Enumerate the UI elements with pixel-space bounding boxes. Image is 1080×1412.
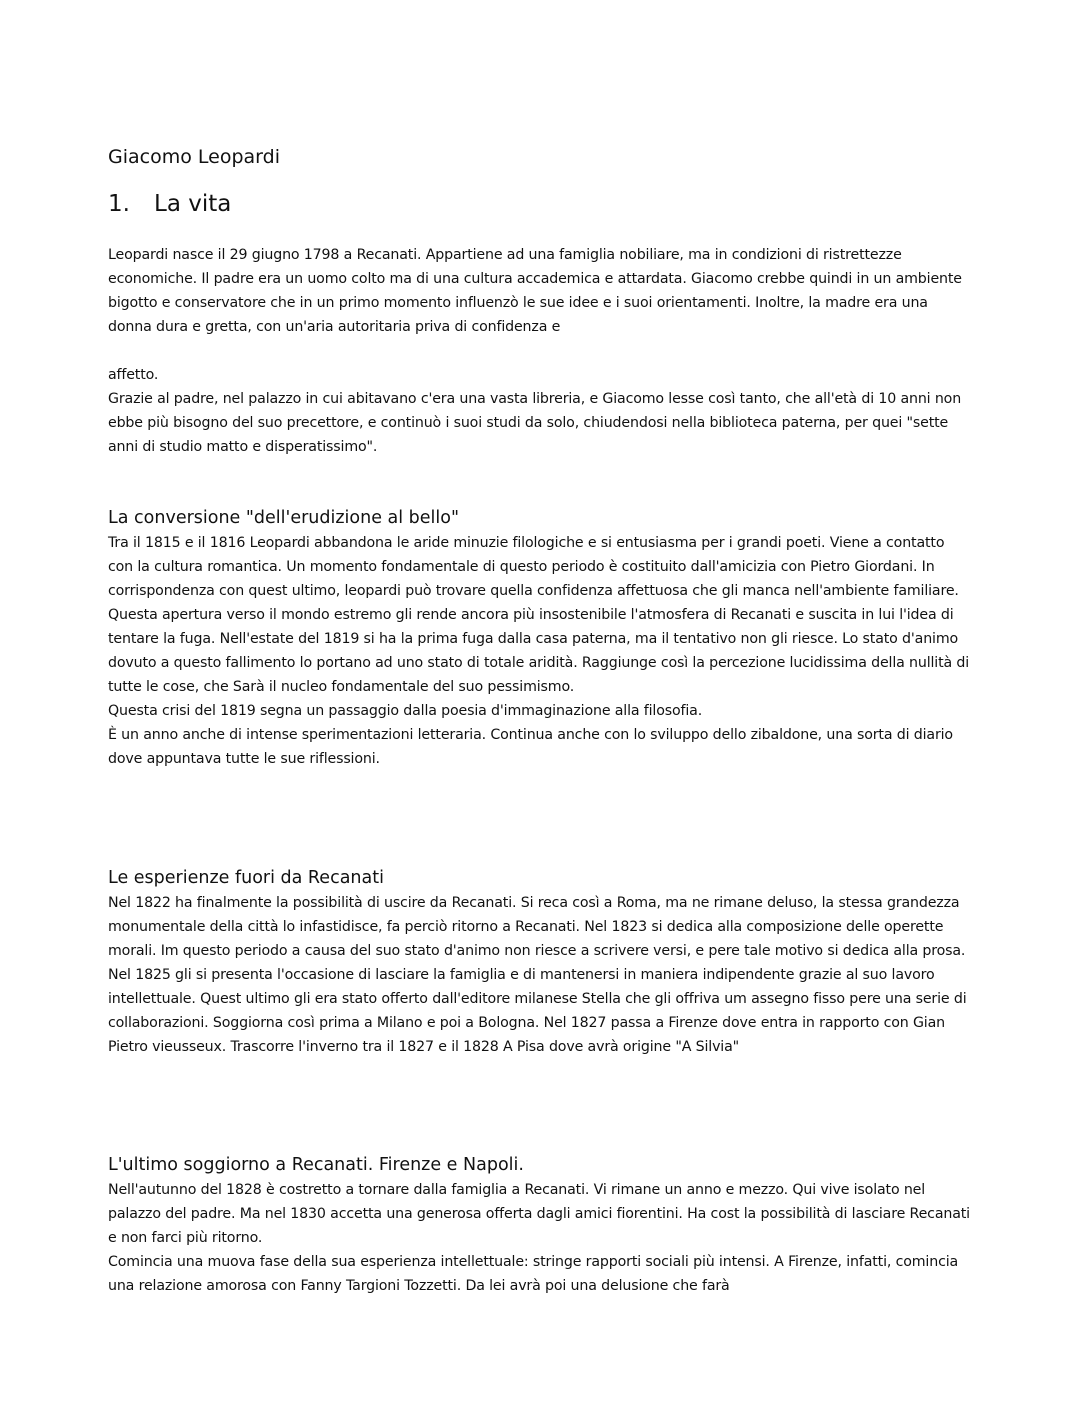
esperienze-paragraph-1: Nel 1822 ha finalmente la possibilità di uscire da Recanati. Si reca così a Roma, ma ne rimane deluso, la stessa grandezza monumentale della città lo infastidisce, fa perciò ritorno a Recanati. Nel 1823 si dedica alla composizione delle operette morali. Im questo periodo a causa del suo stato d'animo non riesce a scrivere versi, e pere tale motivo si dedica alla prosa. — [108, 895, 966, 959]
conversione-paragraph-3: Questa crisi del 1819 segna un passaggio dalla poesia d'immaginazione alla filosofia. — [108, 703, 703, 719]
conversione-paragraph-1: Tra il 1815 e il 1816 Leopardi abbandona le aride minuzie filologiche e si entusiasma per i grandi poeti. Viene a contatto con la cultura romantica. Un momento fondamentale di questo periodo è costituito dall'amicizia con Pietro Giordani. In corrispondenza con quest ultimo, leopardi può trovare quella confidenza affettuosa che gli manca nell'ambiente familiare. — [108, 535, 959, 599]
conversione-paragraph-4: È un anno anche di intense sperimentazioni letteraria. Continua anche con lo sviluppo dello zibaldone, una sorta di diario dove appuntava tutte le sue riflessioni. — [108, 727, 953, 767]
intro-paragraph-1: Leopardi nasce il 29 giugno 1798 a Recanati. Appartiene ad una famiglia nobiliare, ma in condizioni di ristrettezze economiche. Il padre era un uomo colto ma di una cultura accademica e attardata. Giacomo crebbe quindi in un ambiente bigotto e conservatore che in un primo momento influenzò le sue idee e i suoi orientamenti. Inoltre, la madre era una donna dura e gretta, con un'aria autoritaria priva di confidenza e — [108, 247, 962, 335]
intro-paragraph-3: Grazie al padre, nel palazzo in cui abitavano c'era una vasta libreria, e Giacomo lesse così tanto, che all'età di 10 anni non ebbe più bisogno del suo precettore, e continuò i suoi studi da solo, chiudendosi nella biblioteca paterna, per quei "sette anni di studio matto e disperatissimo". — [108, 391, 962, 455]
chapter-title: La vita — [154, 191, 232, 217]
esperienze-paragraph-2: Nel 1825 gli si presenta l'occasione di lasciare la famiglia e di mantenersi in maniera indipendente grazie al suo lavoro intellettuale. Quest ultimo gli era stato offerto dall'editore milanese Stella che gli offriva um assegno fisso pere una serie di collaborazioni. Soggiorna così prima a Milano e poi a Bologna. Nel 1827 passa a Firenze dove entra in rapporto con Gian Pietro vieusseux. Trascorre l'inverno tra il 1827 e il 1828 A Pisa dove avrà origine "A Silvia" — [108, 967, 967, 1055]
esperienze-heading: Le esperienze fuori da Recanati — [108, 868, 384, 888]
conversione-paragraph-2: Questa apertura verso il mondo estremo gli rende ancora più insostenibile l'atmosfera di Recanati e suscita in lui l'idea di tentare la fuga. Nell'estate del 1819 si ha la prima fuga dalla casa paterna, ma il tentativo non gli riesce. Lo stato d'animo dovuto a questo fallimento lo portano ad uno stato di totale aridità. Raggiunge così la percezione lucidissima della nullità di tutte le cose, che Sarà il nucleo fondamentale del suo pessimismo. — [108, 607, 970, 695]
chapter-number: 1. — [108, 191, 130, 217]
intro-section — [108, 243, 970, 459]
esperienze-section — [108, 865, 970, 1059]
conversione-heading: La conversione "dell'erudizione al bello" — [108, 508, 460, 528]
conversione-section — [108, 505, 970, 771]
ultimo-heading: L'ultimo soggiorno a Recanati. Firenze e Napoli. — [108, 1155, 524, 1175]
chapter-heading — [108, 188, 231, 220]
document-title: Giacomo Leopardi — [108, 146, 280, 168]
ultimo-paragraph-2: Comincia una muova fase della sua esperienza intellettuale: stringe rapporti sociali più intensi. A Firenze, infatti, comincia una relazione amorosa con Fanny Targioni Tozzetti. Da lei avrà poi una delusione che farà — [108, 1254, 959, 1294]
ultimo-section — [108, 1152, 970, 1298]
ultimo-paragraph-1: Nell'autunno del 1828 è costretto a tornare dalla famiglia a Recanati. Vi rimane un anno e mezzo. Qui vive isolato nel palazzo del padre. Ma nel 1830 accetta una generosa offerta dagli amici fiorentini. Ha cost la possibilità di lasciare Recanati e non farci più ritorno. — [108, 1182, 970, 1246]
intro-paragraph-2: affetto. — [108, 367, 159, 383]
